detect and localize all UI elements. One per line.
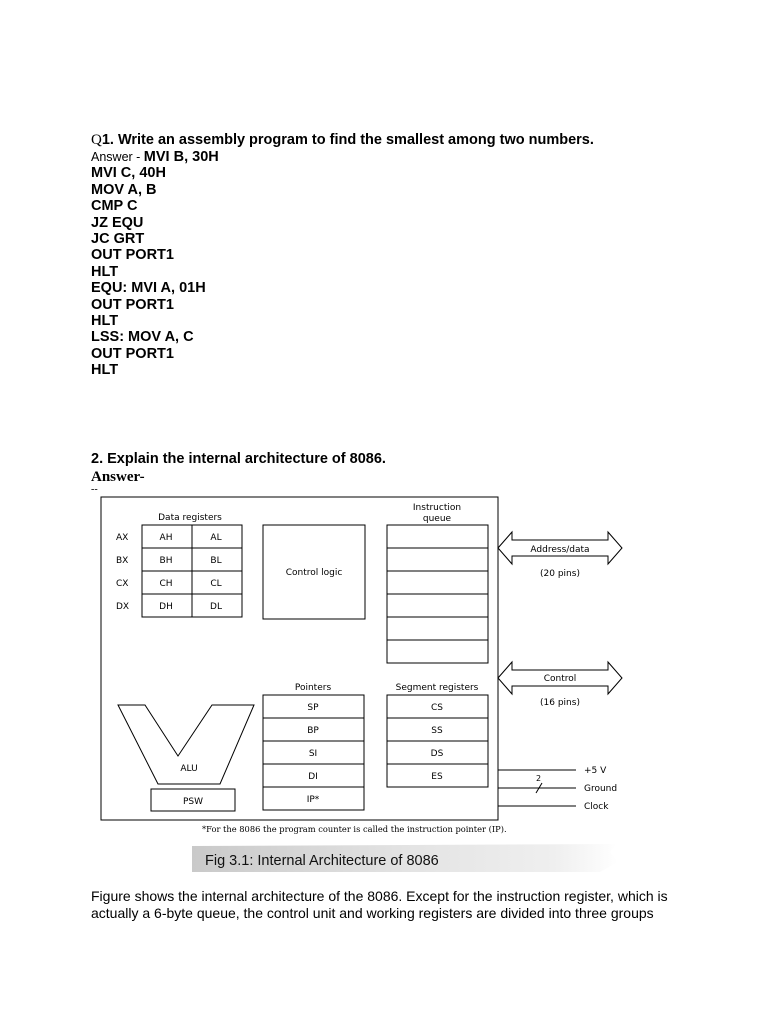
address-pins-label: (20 pins) — [540, 569, 580, 579]
pointer-sp: SP — [307, 703, 319, 713]
plus5v-label: +5 V — [584, 766, 607, 776]
reg-high-ch: CH — [159, 579, 173, 589]
segment-es: ES — [431, 772, 443, 782]
ground-label: Ground — [584, 784, 618, 794]
reg-low-al: AL — [210, 533, 222, 543]
psw-label: PSW — [182, 797, 204, 807]
explanation-paragraph: Figure shows the internal architecture of the 8086. Except for the instruction register, which is actually a 6-byte queue, the control unit and working registers are divided into three groups — [91, 888, 668, 921]
segment-ds: DS — [430, 749, 444, 759]
segment-cs: CS — [431, 703, 443, 713]
reg-high-ah: AH — [159, 533, 173, 543]
answer-2-label: Answer- — [91, 469, 145, 485]
code-line: MOV A, B — [91, 181, 157, 198]
code-line: HLT — [91, 362, 119, 379]
question-1-text: 1. Write an assembly program to find the smallest among two numbers. — [101, 132, 594, 148]
code-line: JC GRT — [91, 231, 145, 248]
instruction-queue — [387, 525, 488, 663]
segment-title: Segment registers — [395, 683, 479, 693]
code-line: CMP C — [91, 198, 138, 215]
code-line-text: MVI B, 30H — [143, 149, 219, 165]
code-line: OUT PORT1 — [91, 247, 174, 264]
queue-title-2: queue — [422, 514, 452, 524]
pointer-si: SI — [308, 749, 318, 759]
answer-1-prefix: Answer - — [91, 150, 144, 164]
reg-name-dx: DX — [116, 602, 130, 612]
control-pins-label: (16 pins) — [540, 698, 580, 708]
reg-low-bl: BL — [210, 556, 222, 566]
data-registers-title: Data registers — [158, 513, 222, 523]
code-line: HLT — [91, 313, 119, 330]
address-data-label: Address/data — [530, 545, 590, 555]
data-register-grid — [142, 525, 242, 617]
code-line: HLT — [91, 263, 119, 280]
code-line: MVI C, 40H — [91, 165, 166, 182]
segment-ss: SS — [431, 726, 443, 736]
code-line: OUT PORT1 — [91, 296, 174, 313]
pointers-title: Pointers — [294, 683, 332, 693]
pointer-bp: BP — [307, 726, 319, 736]
reg-name-cx: CX — [116, 579, 129, 589]
reg-name-bx: BX — [116, 556, 129, 566]
pointer-di: DI — [308, 772, 318, 782]
clock-label: Clock — [584, 802, 609, 812]
alu-label: ALU — [180, 764, 198, 774]
question-2: 2. Explain the internal architecture of 8086. — [91, 451, 386, 467]
reg-low-cl: CL — [210, 579, 222, 589]
control-label: Control — [543, 674, 577, 684]
code-line: LSS: MOV A, C — [91, 329, 194, 346]
question-1-prefix: Q — [91, 132, 102, 148]
answer-2-dash: -- — [91, 484, 98, 495]
code-line: EQU: MVI A, 01H — [91, 280, 206, 297]
reg-low-dl: DL — [210, 602, 222, 612]
reg-name-ax: AX — [116, 533, 129, 543]
queue-title-1: Instruction — [412, 503, 462, 513]
reg-high-bh: BH — [159, 556, 173, 566]
pointer-ip: IP* — [306, 795, 320, 805]
control-logic-label: Control logic — [285, 568, 343, 578]
diagram-footnote: *For the 8086 the program counter is called the instruction pointer (IP). — [202, 824, 507, 834]
code-line: JZ EQU — [91, 214, 144, 231]
reg-high-dh: DH — [159, 602, 173, 612]
figure-caption: Fig 3.1: Internal Architecture of 8086 — [205, 853, 439, 869]
ground-count: 2 — [536, 774, 542, 783]
code-line: OUT PORT1 — [91, 345, 174, 362]
